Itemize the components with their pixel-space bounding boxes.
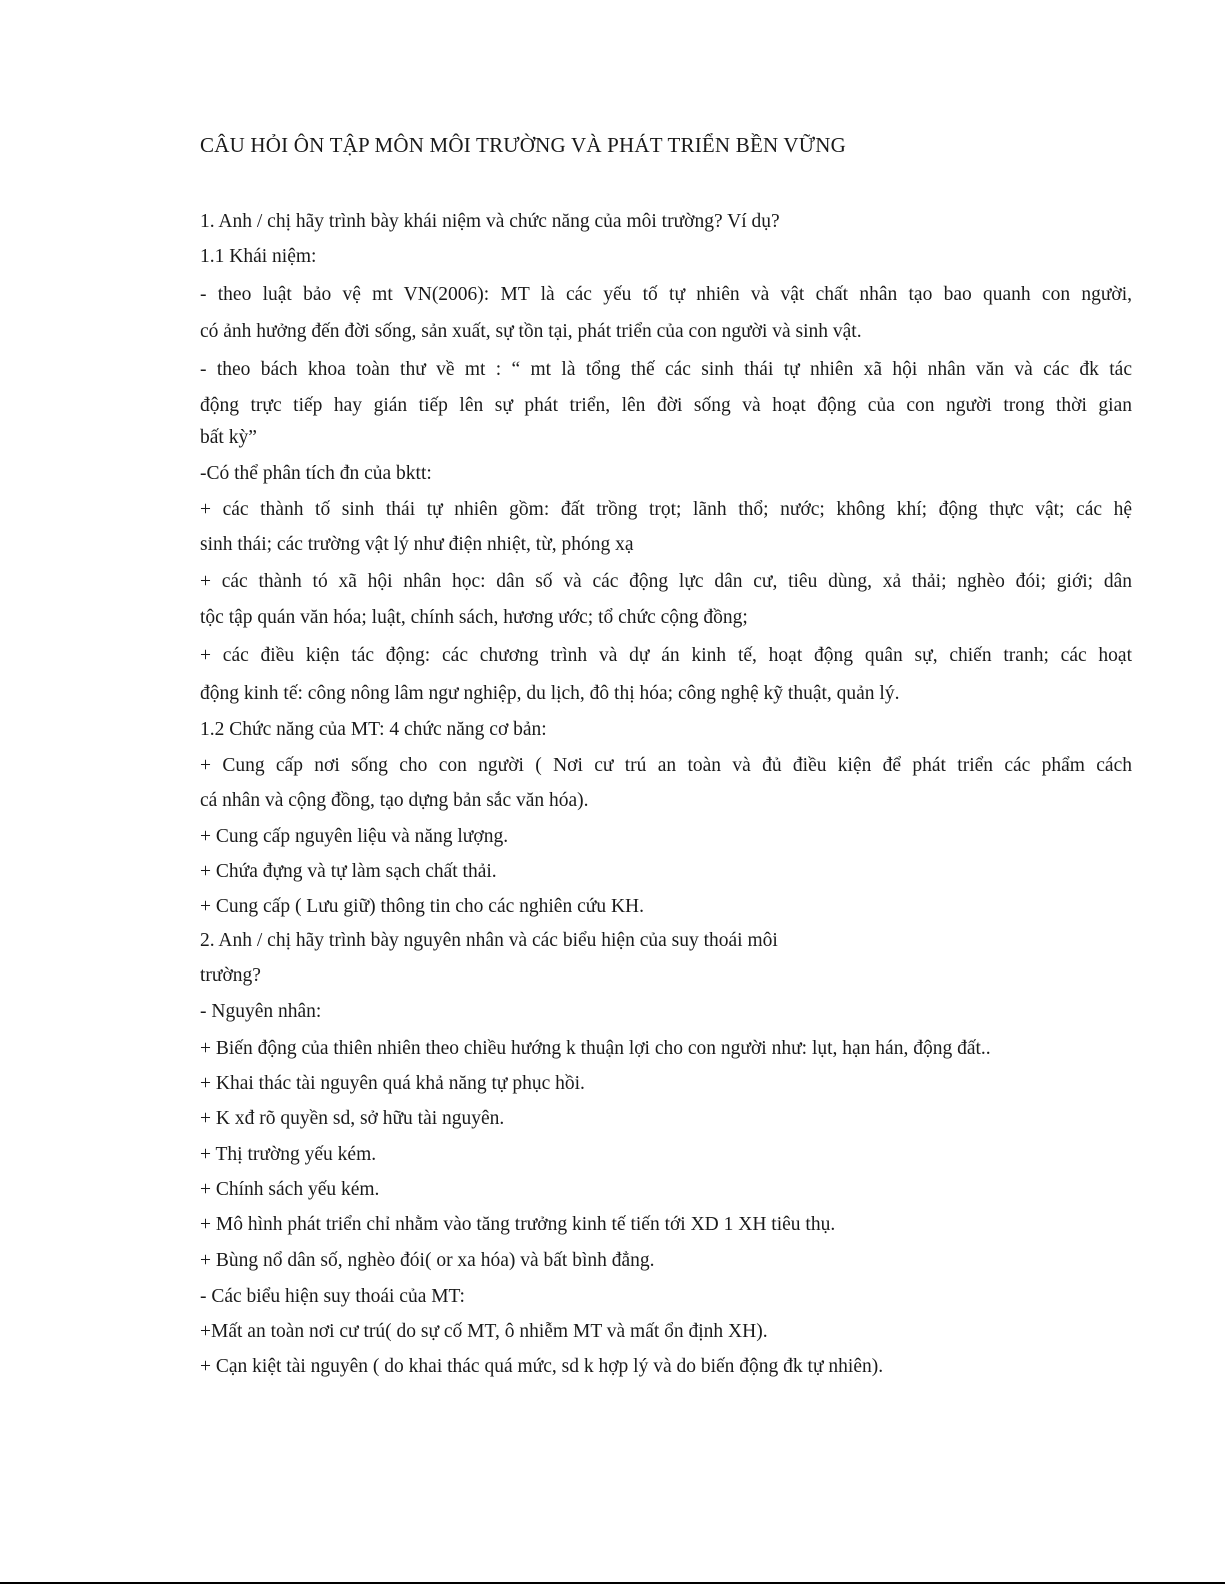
text-line: + các điều kiện tác động: các chương trình và dự án kinh tế, hoạt động quân sự, chiến tranh; các hoạt [200,645,1132,666]
text-line: - theo bách khoa toàn thư về mt : “ mt là tổng thế các sinh thái tự nhiên xã hội nhân văn và các đk tác [200,359,1132,380]
text-line: + K xđ rõ quyền sd, sở hữu tài nguyên. [200,1108,505,1129]
text-line: + Cung cấp nguyên liệu và năng lượng. [200,826,509,847]
text-line: + Cung cấp nơi sống cho con người ( Nơi cư trú an toàn và đủ điều kiện để phát triển các phẩm cách [200,755,1132,776]
text-line: bất kỳ” [200,427,257,448]
question-1: 1. Anh / chị hãy trình bày khái niệm và chức năng của môi trường? Ví dụ? [200,211,780,232]
text-line: + Bùng nổ dân số, nghèo đói( or xa hóa) và bất bình đẳng. [200,1250,655,1271]
text-line: + các thành tó xã hội nhân học: dân số và các động lực dân cư, tiêu dùng, xả thải; nghèo đói; giới; dân [200,571,1132,592]
text-line: + Chứa đựng và tự làm sạch chất thải. [200,861,497,882]
text-line: cá nhân và cộng đồng, tạo dựng bản sắc văn hóa). [200,790,589,811]
question-2: 2. Anh / chị hãy trình bày nguyên nhân và các biểu hiện của suy thoái môi [200,930,778,951]
text-line: động kinh tế: công nông lâm ngư nghiệp, du lịch, đô thị hóa; công nghệ kỹ thuật, quản lý. [200,683,900,704]
text-line: + Khai thác tài nguyên quá khả năng tự phục hồi. [200,1073,585,1094]
text-line: động trực tiếp hay gián tiếp lên sự phát triển, lên đời sống và hoạt động của con người trong thời gian [200,395,1132,416]
document-title: CÂU HỎI ÔN TẬP MÔN MÔI TRƯỜNG VÀ PHÁT TRIỂN BỀN VỮNG [200,133,846,157]
text-line: + Cung cấp ( Lưu giữ) thông tin cho các nghiên cứu KH. [200,896,644,917]
text-line: - Các biểu hiện suy thoái của MT: [200,1286,465,1307]
question-2-continued: trường? [200,965,261,986]
text-line: tộc tập quán văn hóa; luật, chính sách, hương ước; tổ chức cộng đồng; [200,607,748,628]
text-line: + Mô hình phát triển chỉ nhằm vào tăng trưởng kinh tế tiến tới XD 1 XH tiêu thụ. [200,1214,836,1235]
text-line: - Nguyên nhân: [200,1001,322,1022]
text-line: + Cạn kiệt tài nguyên ( do khai thác quá mức, sd k hợp lý và do biến động đk tự nhiên). [200,1356,884,1377]
text-line: + Biến động của thiên nhiên theo chiều hướng k thuận lợi cho con người như: lụt, hạn hán, động đất.. [200,1038,991,1059]
section-1-2-heading: 1.2 Chức năng của MT: 4 chức năng cơ bản: [200,719,547,740]
text-line: sinh thái; các trường vật lý như điện nhiệt, từ, phóng xạ [200,534,634,555]
text-line: - theo luật bảo vệ mt VN(2006): MT là các yếu tố tự nhiên và vật chất nhân tạo bao quanh con người, [200,284,1132,305]
section-1-1-heading: 1.1 Khái niệm: [200,246,317,267]
text-line: + các thành tố sinh thái tự nhiên gồm: đất trồng trọt; lãnh thổ; nước; không khí; động thực vật; các hệ [200,499,1132,520]
text-line: -Có thể phân tích đn của bktt: [200,463,432,484]
text-line: + Thị trường yếu kém. [200,1144,377,1165]
text-line: +Mất an toàn nơi cư trú( do sự cố MT, ô nhiễm MT và mất ổn định XH). [200,1321,768,1342]
page-bottom-border [0,1582,1225,1584]
text-line: có ảnh hưởng đến đời sống, sản xuất, sự tồn tại, phát triển của con người và sinh vật. [200,321,862,342]
text-line: + Chính sách yếu kém. [200,1179,380,1200]
